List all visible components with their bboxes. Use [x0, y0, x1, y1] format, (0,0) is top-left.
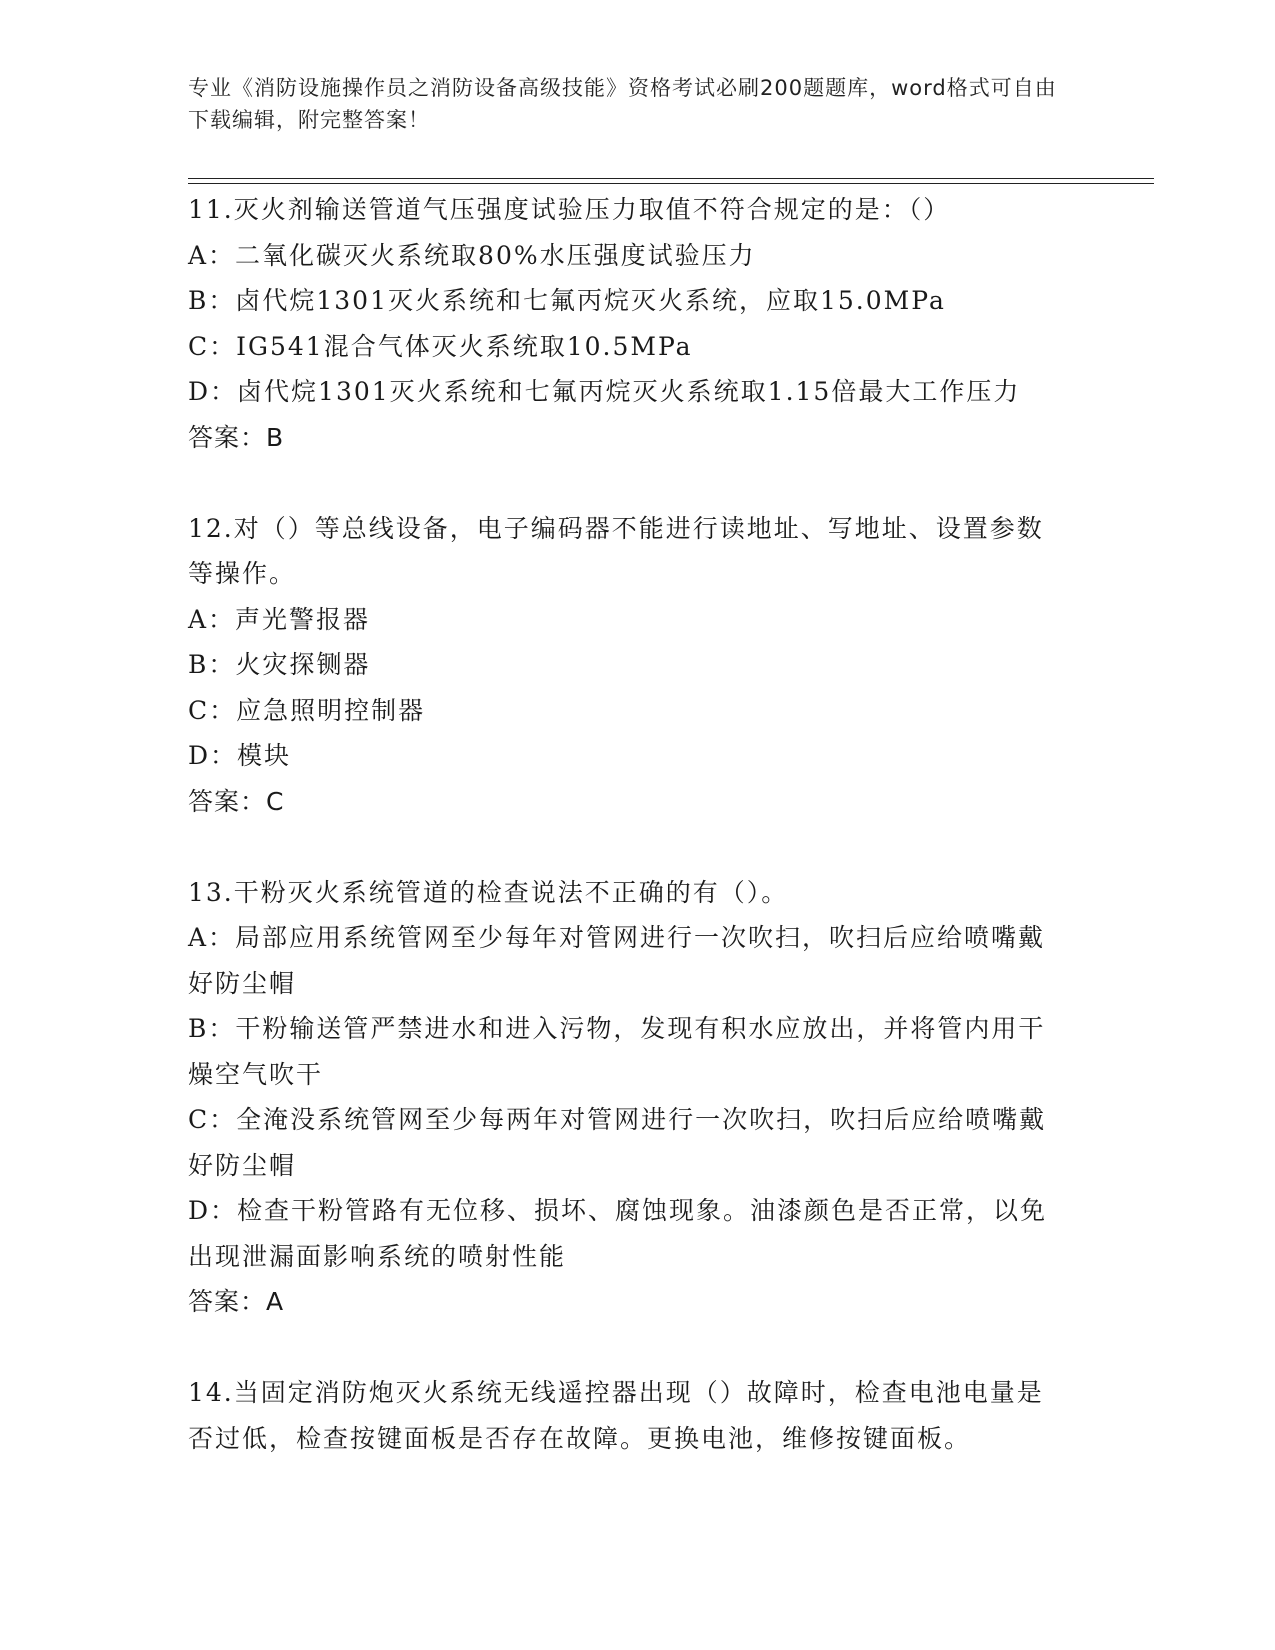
document-header: [188, 72, 1068, 136]
question-12: [188, 506, 1068, 825]
option-b: B：干粉输送管严禁进水和进入污物，发现有积水应放出，并将管内用干燥空气吹干: [188, 1014, 1046, 1089]
header-rule-top: [188, 178, 1154, 179]
option-d: D：模块: [188, 741, 292, 770]
header-text: 专业《消防设施操作员之消防设备高级技能》资格考试必刷200题题库，word格式可自由下载编辑，附完整答案！: [188, 76, 1057, 132]
option-d: D：检查干粉管路有无位移、损坏、腐蚀现象。油漆颜色是否正常，以免出现泄漏面影响系统的喷射性能: [188, 1196, 1048, 1271]
question-list: [188, 187, 1068, 1461]
answer: 答案：B: [188, 422, 285, 452]
option-b: B：卤代烷1301灭火系统和七氟丙烷灭火系统，应取15.0MPa: [188, 286, 946, 315]
question-stem: 11.灭火剂输送管道气压强度试验压力取值不符合规定的是：（）: [188, 195, 951, 224]
option-a: A：局部应用系统管网至少每年对管网进行一次吹扫，吹扫后应给喷嘴戴好防尘帽: [188, 923, 1046, 998]
question-stem: 12.对（）等总线设备，电子编码器不能进行读地址、写地址、设置参数等操作。: [188, 513, 1044, 588]
option-b: B：火灾探铡器: [188, 650, 371, 679]
answer: 答案：C: [188, 786, 285, 816]
question-stem: 13.干粉灭火系统管道的检查说法不正确的有（）。: [188, 877, 789, 907]
answer: 答案：A: [188, 1287, 285, 1316]
option-d: D：卤代烷1301灭火系统和七氟丙烷灭火系统取1.15倍最大工作压力: [188, 377, 1021, 406]
question-13: [188, 870, 1068, 1325]
option-c: C：IG541混合气体灭火系统取10.5MPa: [188, 331, 693, 361]
question-11: [188, 187, 1068, 460]
question-stem: 14.当固定消防炮灭火系统无线遥控器出现（）故障时，检查电池电量是否过低，检查按键面板是否存在故障。更换电池，维修按键面板。: [188, 1378, 1044, 1453]
option-a: A：二氧化碳灭火系统取80%水压强度试验压力: [188, 240, 756, 270]
option-c: C：全淹没系统管网至少每两年对管网进行一次吹扫，吹扫后应给喷嘴戴好防尘帽: [188, 1105, 1047, 1180]
option-c: C：应急照明控制器: [188, 695, 426, 725]
header-rule-bottom: [188, 183, 1154, 184]
option-a: A：声光警报器: [188, 604, 371, 634]
question-14: [188, 1370, 1068, 1461]
